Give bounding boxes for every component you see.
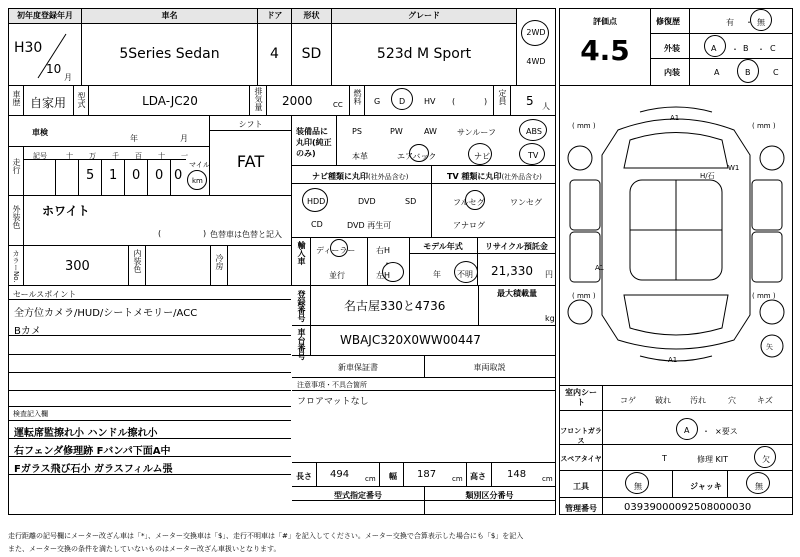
repair-no: 無 [757,18,765,27]
unknown-circle [454,261,478,283]
header-interior-seat: 室内シート [565,388,597,407]
header-windshield: フロントガラス [560,427,602,445]
mileage-digit-3: 0 [132,168,141,183]
km-circle [187,170,207,190]
drive-2wd-circle [521,20,549,46]
windshield-x: ×要ス [715,427,738,436]
mark-rear-a1: A1 [668,356,678,364]
check-line-3: Fガラス飛び石小 ガラスフィルム張 [14,464,173,475]
header-height: 高さ [470,472,486,481]
tv-fullseg: フルセグ [453,198,485,207]
windshield-a: A [684,426,690,435]
height-value: 148 [507,469,527,480]
first-registration-month: 10 [46,62,62,76]
header-length: 長さ [296,472,312,481]
header-recycle: リサイクル預託金 [485,242,548,251]
drive-2wd-option: 2WD [526,28,546,37]
mark-right-w1: W1 [728,164,740,172]
capacity-unit: 人 [542,102,550,111]
vehicle-manual: 車両取説 [473,363,506,372]
seat-stain: 汚れ [690,396,706,405]
ext-grade-b: B [743,44,749,53]
nav-dvd-playback: DVD 再生可 [347,221,392,230]
tv-circle [519,143,545,165]
nav-cd: CD [311,220,323,229]
int-b-circle [737,59,759,83]
header-registration: 登録番号 [297,290,306,322]
header-shift: シフト [238,120,263,129]
fuel-paren-left: ( [452,97,456,106]
color-paren-left: ( [158,229,162,238]
header-inspection: 車検 [32,128,48,137]
abs-circle [519,119,547,141]
grade-value: 523d M Sport [376,46,472,62]
ext-grade-a: A [711,44,717,53]
header-first-registration: 初年度登録年月 [9,9,81,23]
mm-bottom-right: ( mm ) [752,292,776,300]
check-line-2: 右フェンダ修理跡 Fバンパ下面A中 [14,446,171,457]
exterior-color-value: ホワイト [42,204,90,218]
mileage-digit-4: 0 [155,168,164,183]
footer-line-1: 走行距離の記号欄にメーター改ざん車は「*」、メーター交換車は「$」、走行不明車は「#」を記入してください。メーター交換で合算表示した場合にも「$」を記入 [8,532,524,540]
tools-circle [625,472,649,494]
width-value: 187 [417,469,437,480]
repair-sep: ・ [745,18,753,27]
mm-bottom-left: ( mm ) [572,292,596,300]
nav-dvd: DVD [358,197,376,206]
model-year-unknown: 不明 [457,270,473,279]
mileage-digit-1: 5 [86,168,95,183]
navi-circle [468,143,492,165]
ext-a-circle [704,35,726,57]
mileage-unit-mile: マイル [189,161,210,169]
header-exterior: 外装 [664,44,680,53]
mileage-digit-5: 0 [174,168,183,183]
header-spare-tire: スペアタイヤ [560,455,602,463]
header-interior: 内装 [664,68,680,77]
seat-burn: コゲ [620,396,636,405]
header-grade: グレード [332,9,516,23]
tv-oneseg: ワンセグ [510,198,542,207]
mileage-unit-km: km [192,177,203,185]
spare-none: 欠 [762,455,770,464]
equip-aw: AW [424,127,437,136]
jack-circle [746,472,770,494]
header-category-number: 類別区分番号 [465,491,514,500]
header-interior-color: 内装色 [133,249,142,273]
airbag-circle [409,144,429,162]
digit-header-4: 百 [135,152,142,160]
digit-header-1: 十 [66,152,73,160]
seat-tear: 破れ [655,396,671,405]
header-repair-history: 修復歴 [656,17,680,26]
management-no-value: 03939000092508000030 [624,502,752,513]
equip-abs: ABS [526,127,542,136]
import-parallel: 並行 [329,271,345,280]
header-tv-type: TV 種類に丸印(社外品含む) [447,172,542,181]
mileage-sign-header: 記号 [33,152,47,160]
digit-header-5: 十 [158,152,165,160]
left-hand-drive: 左H [376,271,391,280]
footer-line-2: また、メーター交換の条件を満たしていないものはメーター改ざん車扱いとなります。 [8,545,281,553]
header-check: 検査記入欄 [13,410,48,418]
mm-top-left: ( mm ) [572,122,596,130]
header-max-load: 最大積載量 [497,289,537,298]
recycle-yen: 円 [545,270,553,279]
registration-value: 名古屋330と4736 [344,299,446,313]
equip-navi: ナビ [474,152,490,161]
tools-value: 無 [634,482,642,491]
header-nav-type: ナビ種類に丸印(社外品含む) [312,172,409,181]
mark-front-a1: A1 [670,114,680,122]
header-door: ドア [258,9,291,23]
hdd-circle [302,188,328,212]
header-model-year: モデル年式 [423,242,463,251]
max-load-unit: kg [545,314,555,323]
header-exterior-color: 外装色 [12,205,21,229]
repair-yes: 有 [726,18,734,27]
car-damage-diagram [560,100,792,368]
ext-sep-2: ・ [757,45,765,54]
mark-glass-h: H/石 [700,172,715,180]
seat-scratch: キズ [757,396,773,405]
fullseg-circle [465,190,485,210]
left-hand-circle [382,262,404,282]
score-value: 4.5 [580,34,630,67]
header-fuel: 燃料 [353,89,362,105]
equip-ps: PS [352,127,362,136]
header-model: 型式 [77,92,86,108]
vin-value: WBAJC320X0WW00447 [340,333,481,347]
selling-point-line-2: Bカメ [14,326,41,337]
header-jack: ジャッキ [690,482,722,491]
header-color-no: カラーNo. [12,250,20,283]
length-value: 494 [330,469,350,480]
header-mileage: 走行 [12,158,21,174]
inspection-month-unit: 月 [180,134,188,143]
displacement-unit: CC [333,101,343,109]
seat-hole: 穴 [728,396,736,405]
ext-grade-c: C [770,44,776,53]
ext-sep-1: ・ [731,45,739,54]
header-score: 評価点 [593,17,617,26]
nav-sd: SD [405,197,417,206]
first-registration-era: H30 [14,40,43,56]
fuel-g: G [374,97,381,106]
int-grade-b: B [745,68,751,77]
check-line-1: 運転席監擦れ小 ハンドル擦れ小 [14,428,158,439]
header-selling-points: セールスポイント [13,290,77,299]
steering-dot: ・ [383,259,391,268]
spare-t: T [662,454,667,463]
header-notes: 注意事項・不具合箇所 [297,381,367,389]
header-shape: 形状 [292,9,331,23]
digit-header-6: 一 [181,152,188,160]
inspection-year-unit: 年 [130,134,138,143]
mm-top-right: ( mm ) [752,122,776,130]
windshield-dot: ・ [702,427,710,436]
recycle-value: 21,330 [491,264,533,278]
equip-leather: 本革 [352,152,368,161]
header-import: 輸入車 [297,241,306,265]
color-paren-right: ) [203,229,207,238]
use-value: 自家用 [30,96,67,110]
car-name-value: 5Series Sedan [119,46,220,62]
model-year-unit: 年 [433,270,441,279]
import-dealer: ディーラー [316,246,356,255]
length-unit: cm [365,475,376,483]
mileage-digit-2: 1 [109,168,118,183]
equip-tv: TV [528,151,539,160]
spare-kit: 修理 KIT [697,455,729,464]
header-car-name: 車名 [82,9,257,23]
header-displacement: 排気量 [254,87,263,111]
fuel-d: D [399,97,406,106]
shift-value: FAT [236,152,265,171]
selling-point-line-1: 全方位カメラ/HUD/シートメモリー/ACC [14,308,198,319]
displacement-value: 2000 [282,94,313,108]
header-capacity: 定員 [498,89,507,105]
equip-pw: PW [390,127,403,136]
mark-left-a1: A1 [595,264,605,272]
windshield-a-circle [676,418,698,440]
nav-hdd: HDD [307,197,326,206]
digit-header-2: 万 [89,152,96,160]
digit-header-3: 千 [112,152,119,160]
header-equipment: 装備品に丸印(純正のみ) [296,127,332,158]
header-type-designation: 型式指定番号 [334,491,382,500]
header-tools: 工具 [573,482,589,491]
color-change-note: 色替車は色替と記入 [210,230,282,239]
notes-value: フロアマットなし [297,397,369,407]
header-aircon: 冷房 [215,254,224,270]
fuel-hv: HV [424,97,436,106]
equip-airbag: エアバック [397,152,437,161]
door-value: 4 [270,46,279,62]
dealer-circle [330,239,348,257]
header-management-no: 管理番号 [565,504,597,513]
model-value: LDA-JC20 [142,94,198,108]
right-hand-drive: 右H [376,246,391,255]
month-unit: 月 [64,73,72,82]
height-unit: cm [542,475,553,483]
fuel-paren-right: ) [484,97,488,106]
spare-none-circle [754,446,776,468]
fuel-d-circle [391,88,413,110]
jack-value: 無 [755,482,763,491]
header-width: 幅 [389,472,397,481]
equip-sunroof: サンルーフ [457,128,496,137]
new-car-warranty: 新車保証書 [338,363,378,372]
width-unit: cm [452,475,463,483]
int-grade-c: C [773,68,779,77]
drive-4wd-option: 4WD [526,57,546,66]
mark-arrow: 矢 [766,343,773,351]
int-grade-a: A [714,68,720,77]
color-no-value: 300 [65,259,90,274]
header-vin: 車台番号 [297,328,306,360]
repair-no-circle [750,9,772,31]
shape-value: SD [301,46,322,62]
capacity-value: 5 [526,94,534,108]
tv-analog: アナログ [453,221,485,230]
header-vehicle-history: 車歴 [12,90,21,106]
